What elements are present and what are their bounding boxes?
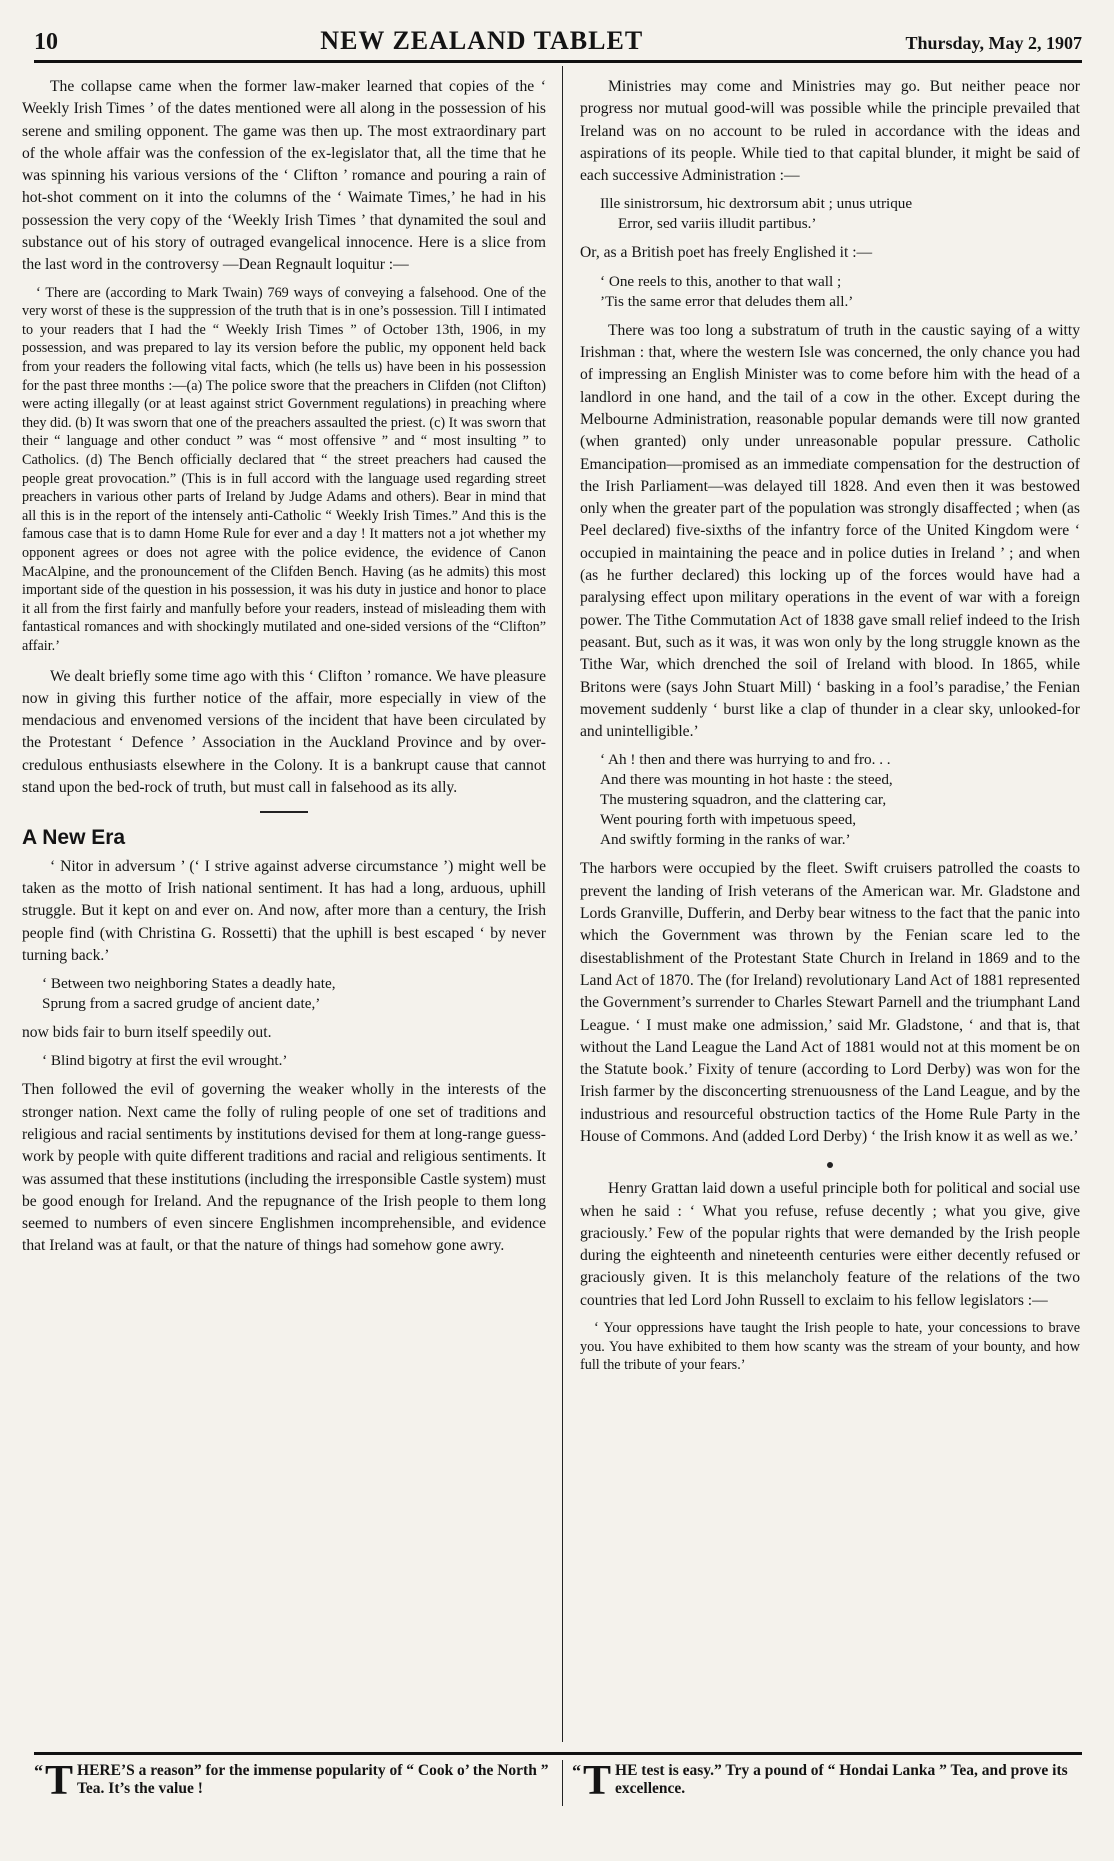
verse-line: ‘ Ah ! then and there was hurrying to and fro. . . [600, 751, 891, 769]
ad-drop-cap: T [45, 1758, 74, 1804]
verse-line: Error, sed variis illudit partibus.’ [618, 215, 817, 233]
paragraph: The collapse came when the former law-maker learned that copies of the ‘ Weekly Irish Times ’ of the dates mentioned were all along in the possession of his serene and smiling opponent. The game was then up. The most extraordinary part of the whole affair was the confession of the ex-legislator that, all the time that he was spinning his various versions of the ‘ Clifton ’ romance and pouring a rain of hot-shot comment on it into the columns of the ‘ Waimate Times,’ he had in his possession the very copy of the ‘Weekly Irish Times ’ that dynamited the soul and substance out of his story of outraged evangelical innocence. Here is a slice from the last word in the controversy —Dean Regnault loquitur :— [22, 78, 546, 274]
verse [600, 750, 1080, 850]
ad-open-quote: “ [34, 1761, 43, 1781]
verse-line: The mustering squadron, and the clattering car, [600, 791, 887, 809]
verse-line: Went pouring forth with impetuous speed, [600, 811, 857, 829]
paragraph: Then followed the evil of governing the weaker wholly in the interests of the stronger nation. Next came the folly of ruling people of one set of traditions and religious and racial sentiments by institutions devised for them at long-range guess-work by people with quite different traditions and racial and religious sentiments. It was assumed that these institutions (including the irresponsible Castle system) must be good enough for Ireland. And the repugnance of the Irish people to them long seemed to numbers of even sincere Englishmen incomprehensible, and evidence that Ireland was at fault, or that the nature of things had somehow gone awry. [22, 1081, 546, 1255]
page-header [34, 26, 1082, 58]
section-heading: A New Era [22, 826, 126, 850]
header-rule [34, 60, 1082, 63]
ad-drop-cap: T [583, 1758, 612, 1804]
paragraph: We dealt briefly some time ago with this ‘ Clifton ’ romance. We have pleasure now in giving this further notice of the affair, more especially in view of the mendacious and envenomed versions of the incident that have been circulated by the Protestant ‘ Defence ’ Association in the Auckland Province and by over-credulous enthusiasts elsewhere in the Colony. It is a bankrupt cause that cannot stand upon the bed-rock of truth, but must call in falsehood as its ally. [22, 667, 546, 797]
right-column [580, 76, 1080, 1385]
page-number: 10 [34, 29, 58, 55]
section-bullet [827, 1162, 833, 1168]
verse [42, 1051, 546, 1071]
verse-line: And there was mounting in hot haste : the steed, [600, 771, 893, 789]
paragraph: ‘ Nitor in adversum ’ (‘ I strive against adverse circumstance ’) might well be taken as the motto of Irish national sentiment. It has had a long, arduous, uphill struggle. But it kept on and ever on. And now, after more than a century, the Irish people find (with Christina G. Rossetti) that the uphill is best escaped ‘ by never turning back.’ [22, 857, 546, 964]
ad-open-quote: “ [572, 1761, 581, 1781]
latin-verse [600, 194, 1080, 234]
verse-line: ‘ One reels to this, another to that wall ; [600, 272, 842, 290]
paragraph: There was too long a substratum of truth in the caustic saying of a witty Irishman : that, where the western Isle was concerned, the only chance you had of impressing an English Minister was to come before him with the head of a landlord in one hand, and the tail of a cow in the other. Except during the Melbourne Administration, reasonable popular demands were till now granted (when granted) only under unreasonable popular pressure. Catholic Emancipation—promised as an immediate compensation for the destruction of the Irish Parliament—was delayed till 1828. And even then it was bestowed only when the greater part of the population was strongly disaffected ; when (as Peel declared) five-sixths of the infantry force of the United Kingdom were ‘ occupied in maintaining the peace and in police duties in Ireland ’ ; and when (as he further declared) this locking up of the forces would have had a paralysing effect upon military operations in the event of war with a foreign power. The Tithe Commutation Act of 1838 gave small relief indeed to the Irish peasant. But, such as it was, it was won only by the long struggle known as the Tithe War, which drenched the soil of Ireland with blood. In 1865, while Britons were (says John Stuart Mill) ‘ basking in a fool’s paradise,’ the Fenian movement suddenly ‘ burst like a clap of thunder in a clear sky, unlooked-for and unintelligible.’ [580, 321, 1080, 741]
column-rule [562, 66, 563, 1742]
block-quote: ‘ There are (according to Mark Twain) 769 ways of conveying a falsehood. One of the very worst of these is the suppression of the truth that is in one’s possession. Till I intimated to your readers that I had the “ Weekly Irish Times ” of October 13th, 1906, in my possession, and was prepared to lay its version before the public, my opponent held back from your readers the following vital facts, which (he tells us) have been in his possession for the past three months :—(a) The police swore that the preachers in Clifden (not Clifton) were acting illegally (or at least against strict Government regulations) in preaching where they did. (b) It was sworn that one of the preachers assaulted the priest. (c) It was sworn that their “ language and other conduct ” was “ most offensive ” and “ most insulting ” to Catholics. (d) The Bench officially declared that “ the street preachers had caused the people great provocation.” (This is in full accord with the language used regarding street preachers in various other parts of Ireland by Judge Adams and others). Bear in mind that all this is in the report of the intensely anti-Catholic “ Weekly Irish Times.” And this is the famous case that is to damn Home Rule for ever and a day ! It matters not a jot whether my opponent agrees or does not agree with the police evidence, the evidence of Canon MacAlpine, and the pronouncement of the Clifden Bench. Having (as he admits) this most important side of the question in his possession, it was his duty in justice and honor to place it all from the first fairly and manfully before your readers, instead of misleading them with fantastical romances and with shockingly mutilated and one-sided versions of the “Clifton” affair.’ [22, 284, 546, 654]
issue-date: Thursday, May 2, 1907 [905, 33, 1082, 53]
footer-column-rule [562, 1760, 563, 1806]
verse [600, 272, 1080, 312]
footer-rule [34, 1752, 1082, 1755]
verse-line: Sprung from a sacred grudge of ancient date,’ [42, 995, 321, 1013]
paragraph: now bids fair to burn itself speedily out. [22, 1024, 272, 1042]
advertisement-hondai-tea [572, 1758, 1082, 1804]
masthead: NEW ZEALAND TABLET [320, 26, 644, 55]
verse-line: ‘ Between two neighboring States a deadly hate, [42, 975, 336, 993]
left-column [22, 76, 546, 1265]
verse [42, 974, 546, 1014]
ad-text: HERE’S a reason” for the immense popularity of “ Cook o’ the North ” Tea. It’s the value ! [77, 1762, 549, 1797]
verse-line: ‘ Blind bigotry at first the evil wrought.’ [42, 1052, 288, 1070]
advertisement-cook-tea [34, 1758, 554, 1804]
verse-line: And swiftly forming in the ranks of war.’ [600, 831, 851, 849]
verse-line: Ille sinistrorsum, hic dextrorsum abit ; unus utrique [600, 195, 913, 213]
paragraph: Henry Grattan laid down a useful principle both for political and social use when he said : ‘ What you refuse, refuse decently ; what you give, give graciously.’ Few of the popular rights that were demanded by the Irish people during the eighteenth and nineteenth centuries were either decently refused or graciously given. It is this melancholy feature of the relations of the two countries that led Lord John Russell to exclaim to his fellow legislators :— [580, 1180, 1080, 1309]
ad-text: HE test is easy.” Try a pound of “ Hondai Lanka ” Tea, and prove its excellence. [615, 1762, 1068, 1797]
paragraph: Or, as a British poet has freely Englished it :— [580, 244, 873, 262]
block-quote: ‘ Your oppressions have taught the Irish people to hate, your concessions to brave you. You have exhibited to them how scanty was the stream of your bounty, and how full the tribute of your fears.’ [580, 1320, 1080, 1374]
paragraph: The harbors were occupied by the fleet. Swift cruisers patrolled the coasts to prevent the landing of Irish veterans of the American war. Mr. Gladstone and Lords Granville, Dufferin, and Derby bear witness to the fact that the panic into which the Government was thrown by the Fenian scare led to the disestablishment of the Protestant State Church in Ireland in 1869 and to the Land Act of 1870. The (for Ireland) revolutionary Land Act of 1881 represented the Government’s surrender to Charles Stewart Parnell and the triumphant Land League. ‘ I must make one admission,’ said Mr. Gladstone, ‘ and that is, that without the Land League the Land Act of 1881 would not at this moment be on the Statute book.’ Fixity of tenure (according to Lord Derby) was won for the Irish farmer by the disconcerting strenuousness of the Land League, and by the industrious and resourceful obstruction tactics of the Home Rule Party in the House of Commons. And (added Lord Derby) ‘ the Irish know it as well as we.’ [580, 860, 1080, 1145]
verse-line: ’Tis the same error that deludes them all.’ [600, 292, 854, 310]
section-divider [260, 811, 308, 813]
paragraph: Ministries may come and Ministries may go. But neither peace nor progress nor mutual good-will was possible while the principle prevailed that Ireland was on no account to be ruled in accordance with the ideas and aspirations of its people. While tied to that capital blunder, it might be said of each successive Administration :— [580, 78, 1080, 185]
